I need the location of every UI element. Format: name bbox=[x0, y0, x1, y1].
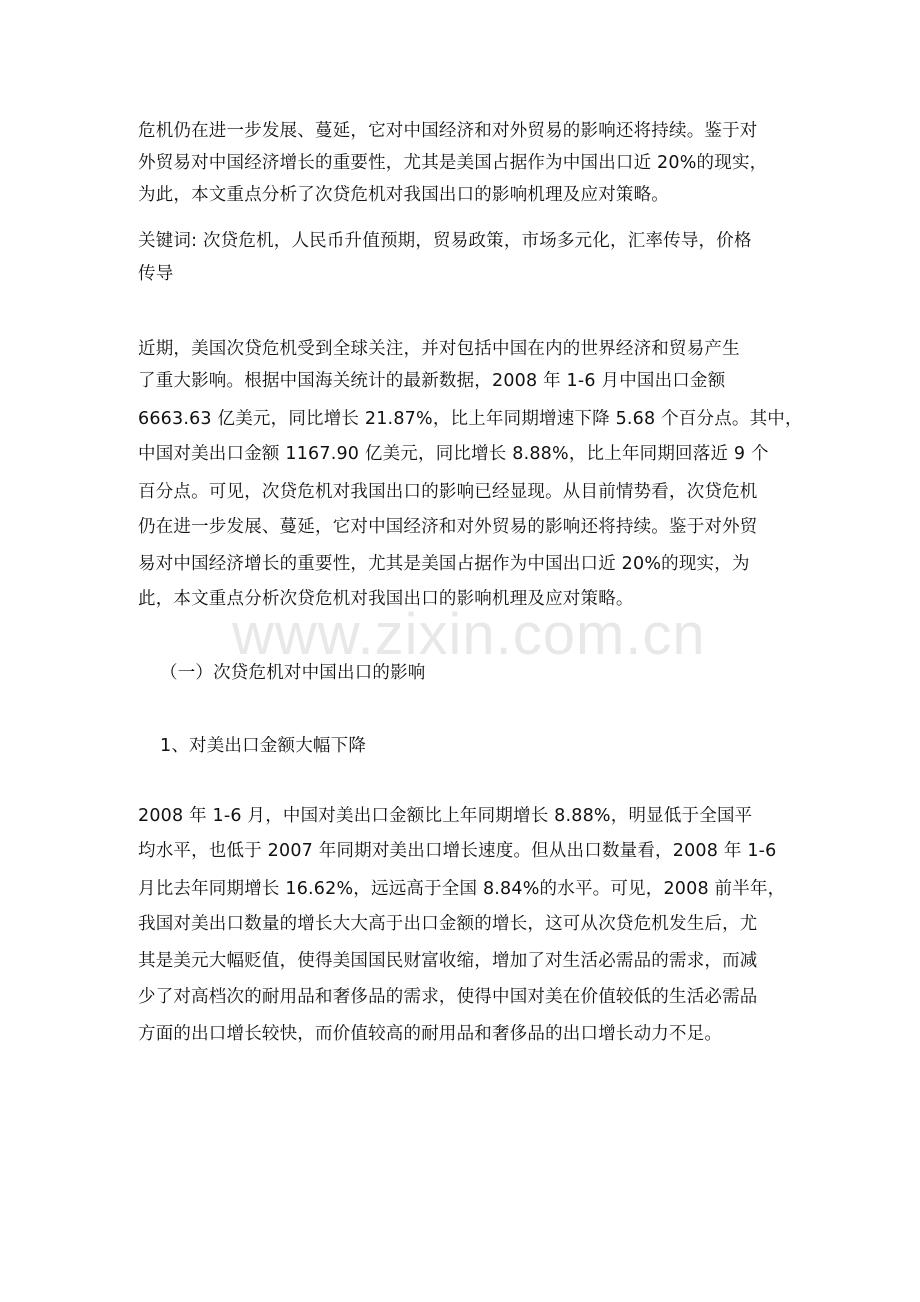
body-line: 月比去年同期增长 16.62%，远远高于全国 8.84%的水平。可见，2008 前半年， bbox=[138, 879, 786, 899]
subsection-heading: 1、对美出口金额大幅下降 bbox=[160, 736, 367, 756]
section-heading: （一）次贷危机对中国出口的影响 bbox=[160, 663, 426, 683]
intro-line: 仍在进一步发展、蔓延，它对中国经济和对外贸易的影响还将持续。鉴于对外贸 bbox=[138, 517, 758, 537]
body-line: 其是美元大幅贬值，使得美国国民财富收缩，增加了对生活必需品的需求，而减 bbox=[138, 951, 758, 971]
intro-line: 百分点。可见，次贷危机对我国出口的影响已经显现。从目前情势看，次贷危机 bbox=[138, 482, 758, 502]
intro-line: 了重大影响。根据中国海关统计的最新数据，2008 年 1-6 月中国出口金额 bbox=[138, 371, 726, 391]
intro-line: 近期，美国次贷危机受到全球关注，并对包括中国在内的世界经济和贸易产生 bbox=[138, 339, 740, 359]
abstract-line: 外贸易对中国经济增长的重要性，尤其是美国占据作为中国出口近 20%的现实， bbox=[138, 153, 768, 173]
body-line: 我国对美出口数量的增长大大高于出口金额的增长，这可从次贷危机发生后，尤 bbox=[138, 914, 758, 934]
abstract-line: 危机仍在进一步发展、蔓延，它对中国经济和对外贸易的影响还将持续。鉴于对 bbox=[138, 121, 758, 141]
body-line: 均水平，也低于 2007 年同期对美出口增长速度。但从出口数量看，2008 年 1-6 bbox=[138, 841, 777, 861]
keywords-line: 关键词: 次贷危机，人民币升值预期，贸易政策，市场多元化，汇率传导，价格 bbox=[138, 231, 752, 251]
intro-line: 易对中国经济增长的重要性，尤其是美国占据作为中国出口近 20%的现实，为 bbox=[138, 554, 750, 574]
intro-line: 中国对美出口金额 1167.90 亿美元，同比增长 8.88%，比上年同期回落近 9 个 bbox=[138, 444, 769, 464]
abstract-line: 为此，本文重点分析了次贷危机对我国出口的影响机理及应对策略。 bbox=[138, 185, 669, 205]
body-line: 方面的出口增长较快，而价值较高的耐用品和奢侈品的出口增长动力不足。 bbox=[138, 1024, 723, 1044]
watermark: www.zixin.com.cn bbox=[232, 602, 706, 667]
intro-line: 此，本文重点分析次贷危机对我国出口的影响机理及应对策略。 bbox=[138, 589, 634, 609]
intro-line: 6663.63 亿美元，同比增长 21.87%，比上年同期增速下降 5.68 个百分点。其中， bbox=[138, 409, 803, 429]
body-line: 2008 年 1-6 月，中国对美出口金额比上年同期增长 8.88%，明显低于全国平 bbox=[138, 806, 753, 826]
keywords-line: 传导 bbox=[138, 264, 174, 284]
body-line: 少了对高档次的耐用品和奢侈品的需求，使得中国对美在价值较低的生活必需品 bbox=[138, 987, 758, 1007]
